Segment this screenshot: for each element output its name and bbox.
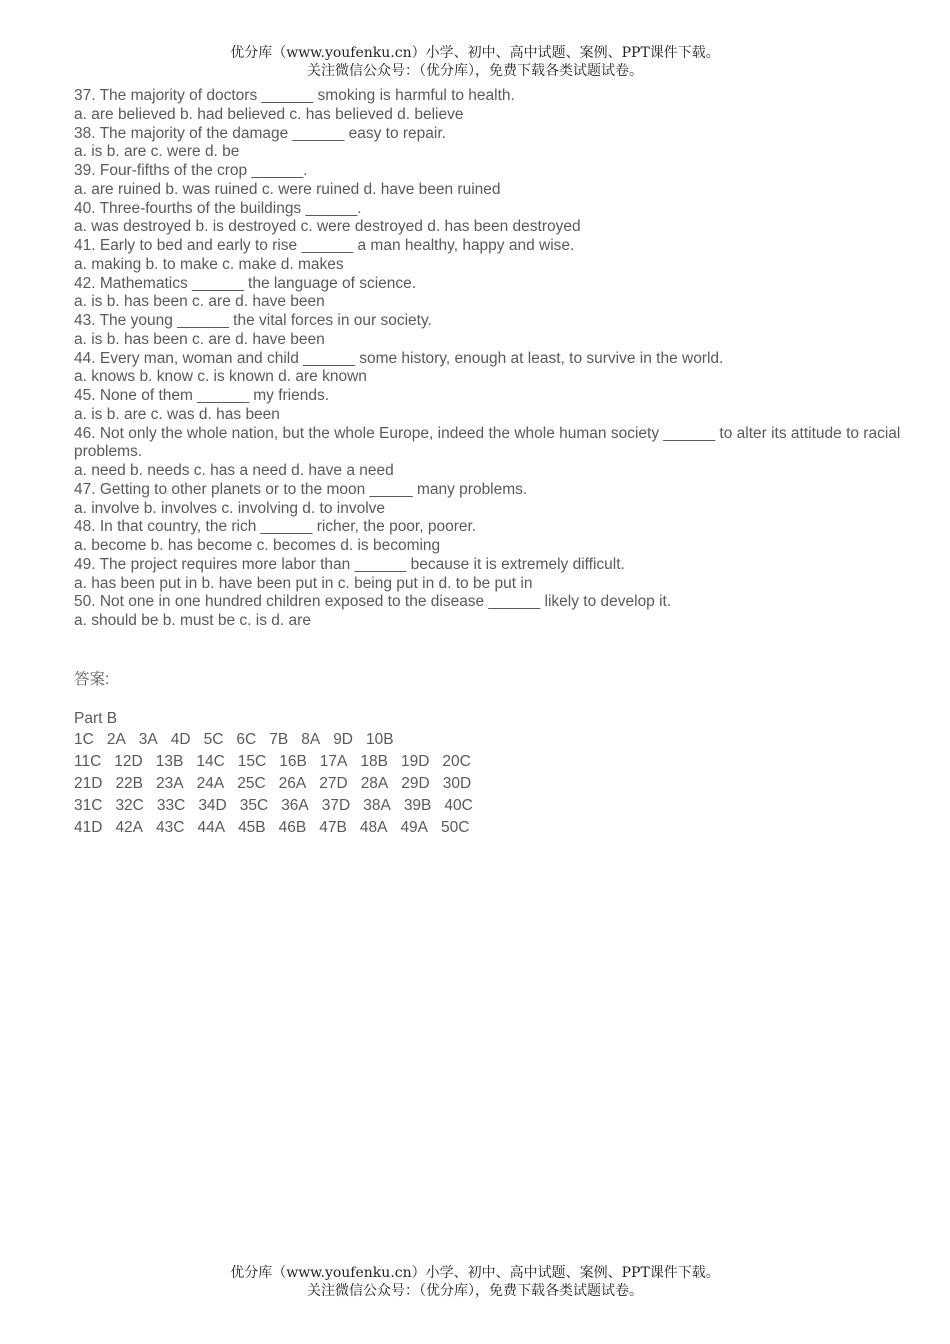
answer-item: 2A <box>106 731 126 748</box>
answer-item: 17A <box>319 753 348 770</box>
answer-item: 36A <box>281 797 309 814</box>
answer-item: 12D <box>114 753 143 770</box>
question-47: 47. Getting to other planets or to the moon _____ many problems. <box>74 480 528 498</box>
answer-item: 25C <box>237 775 266 792</box>
question-43: 43. The young ______ the vital forces in our society. <box>74 312 432 329</box>
answer-section <box>74 670 486 839</box>
answer-item: 15C <box>237 753 267 770</box>
answer-item: 50C <box>441 819 470 836</box>
answer-item: 37D <box>321 797 351 814</box>
answer-item: 4D <box>170 731 191 748</box>
answer-row <box>74 729 486 751</box>
answer-item: 30D <box>442 775 472 792</box>
answer-row <box>74 751 486 773</box>
answer-item: 45B <box>238 819 266 836</box>
answer-item: 9D <box>333 731 354 748</box>
answer-item: 33C <box>156 797 186 814</box>
answer-item: 47B <box>319 819 347 836</box>
answer-item: 42A <box>115 819 144 836</box>
part-label: Part B <box>74 710 118 727</box>
answer-item: 1C <box>74 731 94 748</box>
answer-item: 8A <box>301 731 321 748</box>
answer-item: 20C <box>442 753 471 770</box>
question-37-options: a. are believed b. had believed c. has believed d. believe <box>74 105 464 123</box>
answer-heading: 答案: <box>74 671 110 688</box>
answer-item: 16B <box>279 753 307 770</box>
answer-item: 39B <box>403 797 432 814</box>
answer-item: 38A <box>363 797 391 814</box>
question-50: 50. Not one in one hundred children exposed to the disease ______ likely to develop it. <box>74 593 672 611</box>
question-48: 48. In that country, the rich ______ richer, the poor, poorer. <box>74 518 477 536</box>
question-42: 42. Mathematics ______ the language of science. <box>74 274 417 292</box>
answer-item: 24A <box>196 775 225 792</box>
question-44-options: a. knows b. know c. is known d. are known <box>74 368 367 386</box>
question-45: 45. None of them ______ my friends. <box>74 387 330 404</box>
answer-item: 43C <box>156 819 185 836</box>
question-40-options: a. was destroyed b. is destroyed c. were destroyed d. has been destroyed <box>74 218 581 236</box>
question-38: 38. The majority of the damage ______ easy to repair. <box>74 124 446 142</box>
answer-item: 23A <box>156 775 184 792</box>
question-43-options: a. is b. has been c. are d. have been <box>74 330 325 348</box>
answer-row <box>74 773 486 795</box>
question-40: 40. Three-fourths of the buildings ______. <box>74 199 362 217</box>
question-37: 37. The majority of doctors ______ smoking is harmful to health. <box>74 87 515 104</box>
answer-item: 44A <box>197 819 226 836</box>
answer-item: 19D <box>400 753 430 770</box>
question-list <box>74 87 914 631</box>
question-45-options: a. is b. are c. was d. has been <box>74 405 280 423</box>
question-41: 41. Early to bed and early to rise ______ a man healthy, happy and wise. <box>74 237 575 254</box>
answer-row <box>74 817 486 839</box>
answer-item: 11C <box>74 753 102 770</box>
question-41-options: a. making b. to make c. make d. makes <box>74 255 344 273</box>
answer-item: 46B <box>278 819 307 836</box>
answer-item: 21D <box>74 775 103 792</box>
answer-item: 22B <box>115 775 144 792</box>
page-header <box>0 44 950 80</box>
answer-item: 35C <box>239 797 269 814</box>
question-39: 39. Four-fifths of the crop ______. <box>74 162 308 179</box>
answer-item: 7B <box>269 731 289 748</box>
answer-item: 31C <box>74 797 103 814</box>
question-44: 44. Every man, woman and child ______ some history, enough at least, to survive in the world. <box>74 349 724 367</box>
answer-row <box>74 795 486 817</box>
header-line-2: 关注微信公众号：（优分库），免费下载各类试题试卷。 <box>307 63 643 79</box>
footer-line-1: 优分库（www.youfenku.cn）小学、初中、高中试题、案例、PPT课件下载。 <box>230 1265 720 1281</box>
answer-item: 6C <box>236 731 257 748</box>
question-49-options: a. has been put in b. have been put in c. being put in d. to be put in <box>74 574 533 592</box>
answer-item: 5C <box>203 731 224 748</box>
answer-item: 34D <box>198 797 227 814</box>
answer-item: 18B <box>360 753 388 770</box>
answer-item: 26A <box>278 775 307 792</box>
answer-item: 29D <box>401 775 430 792</box>
question-50-options: a. should be b. must be c. is d. are <box>74 612 311 629</box>
question-46: 46. Not only the whole nation, but the whole Europe, indeed the whole human society ______ to alter its attitude to racial problems. <box>74 424 901 461</box>
answer-item: 13B <box>155 753 184 770</box>
answer-item: 10B <box>366 731 394 748</box>
footer-line-2: 关注微信公众号：（优分库），免费下载各类试题试卷。 <box>307 1283 643 1299</box>
answer-item: 49A <box>400 819 429 836</box>
question-38-options: a. is b. are c. were d. be <box>74 143 240 161</box>
question-47-options: a. involve b. involves c. involving d. to involve <box>74 499 386 517</box>
question-46-options: a. need b. needs c. has a need d. have a need <box>74 462 394 479</box>
answer-item: 48A <box>359 819 388 836</box>
question-42-options: a. is b. has been c. are d. have been <box>74 293 325 311</box>
question-39-options: a. are ruined b. was ruined c. were ruined d. have been ruined <box>74 180 501 198</box>
answer-item: 27D <box>319 775 348 792</box>
answer-item: 40C <box>444 797 473 814</box>
answer-item: 41D <box>74 819 103 836</box>
header-line-1: 优分库（www.youfenku.cn）小学、初中、高中试题、案例、PPT课件下载。 <box>230 45 720 61</box>
page-footer <box>0 1264 950 1300</box>
question-48-options: a. become b. has become c. becomes d. is becoming <box>74 537 441 554</box>
answer-item: 3A <box>138 731 158 748</box>
answer-item: 28A <box>360 775 389 792</box>
answer-item: 14C <box>196 753 225 770</box>
question-49: 49. The project requires more labor than ______ because it is extremely difficult. <box>74 555 625 573</box>
answer-item: 32C <box>115 797 144 814</box>
